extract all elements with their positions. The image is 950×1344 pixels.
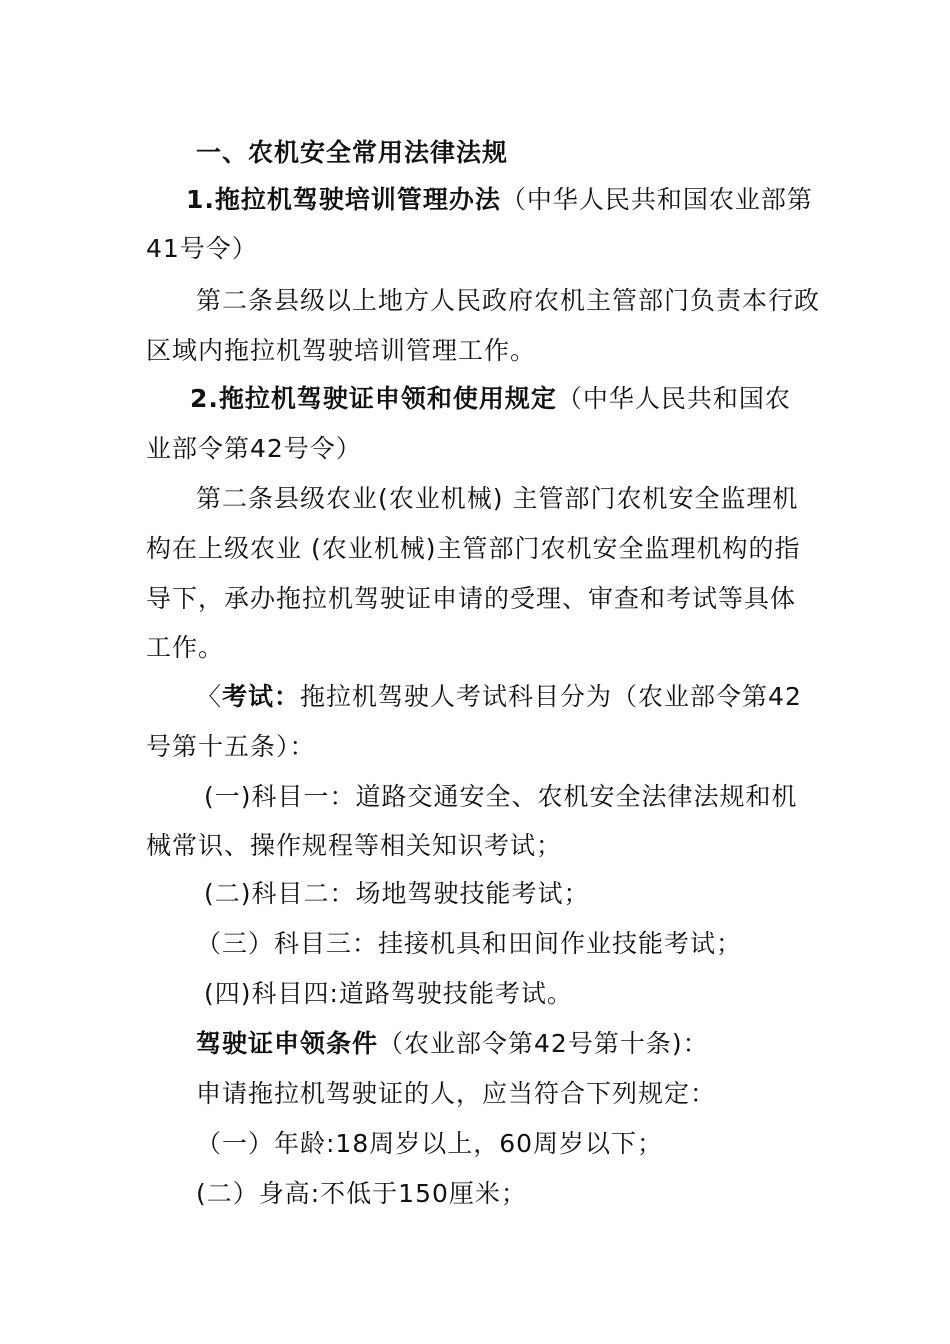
item2-article-cont: 构在上级农业 (农业机械)主管部门农机安全监理机构的指: [146, 534, 801, 563]
exam-prefix: 〈: [196, 682, 223, 711]
exam-subject-1: (一)科目一：道路交通安全、农机安全法律法规和机: [204, 782, 798, 811]
license-heading-line: [196, 1027, 709, 1061]
license-requirement-2: (二）身高:不低于150厘米；: [196, 1179, 527, 1208]
item1-source: （中华人民共和国农业部第: [500, 185, 813, 214]
item2-article-cont: 导下，承办拖拉机驾驶证申请的受理、审查和考试等具体: [146, 584, 797, 613]
item2-source-cont: 业部令第42号令）: [146, 434, 362, 463]
item2-article-cont: 工作。: [146, 633, 225, 662]
section-heading: 一、农机安全常用法律法规: [196, 138, 509, 167]
license-source: （农业部令第42号第十条)：: [378, 1029, 709, 1058]
item2-article: 第二条县级农业(农业机械) 主管部门农机安全监理机: [196, 484, 799, 513]
item1-source-cont: 41号令）: [146, 234, 258, 263]
exam-subject-3: （三）科目三：挂接机具和田间作业技能考试；: [196, 929, 743, 958]
exam-intro: 拖拉机驾驶人考试科目分为（农业部令第42: [300, 682, 802, 711]
item1-article-cont: 区域内拖拉机驾驶培训管理工作。: [146, 336, 537, 365]
exam-subject-4: (四)科目四:道路驾驶技能考试。: [204, 979, 573, 1008]
item1-title: 1.拖拉机驾驶培训管理办法: [186, 185, 501, 214]
exam-subject-1-cont: 械常识、操作规程等相关知识考试；: [146, 831, 563, 860]
item1-title-line: [186, 183, 813, 217]
license-intro: 申请拖拉机驾驶证的人，应当符合下列规定：: [196, 1079, 717, 1108]
license-requirement-1: （一）年龄:18周岁以上，60周岁以下；: [196, 1129, 664, 1158]
item2-source: （中华人民共和国农: [556, 384, 791, 413]
item2-title: 2.拖拉机驾驶证申领和使用规定: [190, 384, 557, 413]
exam-subject-2: (二)科目二：场地驾驶技能考试；: [204, 879, 590, 908]
exam-intro-line: [196, 680, 802, 714]
exam-intro-cont: 号第十五条）：: [146, 732, 316, 761]
exam-label: 考试：: [222, 682, 301, 711]
license-label: 驾驶证申领条件: [196, 1029, 379, 1058]
item2-title-line: [190, 382, 791, 416]
item1-article: 第二条县级以上地方人民政府农机主管部门负责本行政: [196, 286, 821, 315]
